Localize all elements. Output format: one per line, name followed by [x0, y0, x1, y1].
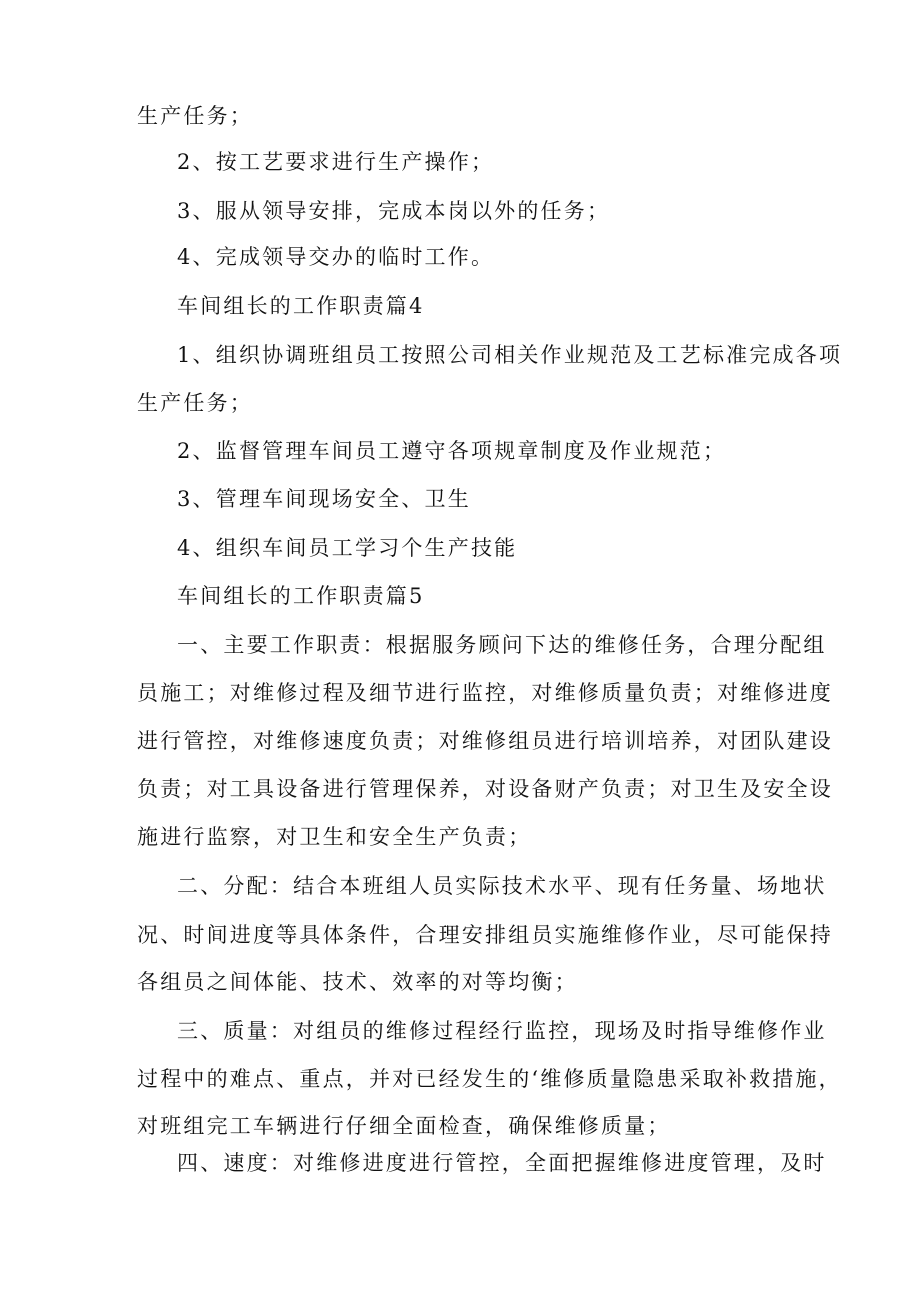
paragraph-line: 四、速度：对维修进度进行管控，全面把握维修进度管理，及时 — [177, 1151, 827, 1175]
list-item: 3、服从领导安排，完成本岗以外的任务； — [177, 199, 611, 223]
paragraph-line: 况、时间进度等具体条件，合理安排组员实施维修作业，尽可能保持 — [137, 923, 833, 947]
paragraph-line: 员施工；对维修过程及细节进行监控，对维修质量负责；对维修进度 — [137, 681, 833, 705]
list-item: 4、完成领导交办的临时工作。 — [177, 245, 495, 269]
list-item: 1、组织协调班组员工按照公司相关作业规范及工艺标准完成各项 — [177, 343, 843, 367]
paragraph-line: 过程中的难点、重点，并对已经发生的‘维修质量隐患采取补救措施， — [137, 1067, 842, 1091]
list-item: 2、按工艺要求进行生产操作； — [177, 150, 495, 174]
paragraph-line: 施进行监察，对卫生和安全生产负责； — [137, 825, 532, 849]
paragraph-line: 二、分配：结合本班组人员实际技术水平、现有任务量、场地状 — [177, 874, 827, 898]
text-line: 生产任务； — [137, 104, 253, 128]
text-line: 生产任务； — [137, 391, 253, 415]
list-item: 4、组织车间员工学习个生产技能 — [177, 536, 518, 560]
paragraph-line: 负责；对工具设备进行管理保养，对设备财产负责；对卫生及安全设 — [137, 777, 833, 801]
paragraph-line: 进行管控，对维修速度负责；对维修组员进行培训培养，对团队建设 — [137, 729, 833, 753]
list-item: 3、管理车间现场安全、卫生 — [177, 487, 471, 511]
list-item: 2、监督管理车间员工遵守各项规章制度及作业规范； — [177, 439, 727, 463]
section-heading: 车间组长的工作职责篇4 — [177, 294, 425, 318]
paragraph-line: 一、主要工作职责：根据服务顾问下达的维修任务，合理分配组 — [177, 633, 827, 657]
paragraph-line: 各组员之间体能、技术、效率的对等均衡； — [137, 970, 578, 994]
section-heading: 车间组长的工作职责篇5 — [177, 584, 425, 608]
paragraph-line: 三、质量：对组员的维修过程经行监控，现场及时指导维修作业 — [177, 1019, 827, 1043]
paragraph-line: 对班组完工车辆进行仔细全面检查，确保维修质量； — [137, 1114, 671, 1138]
